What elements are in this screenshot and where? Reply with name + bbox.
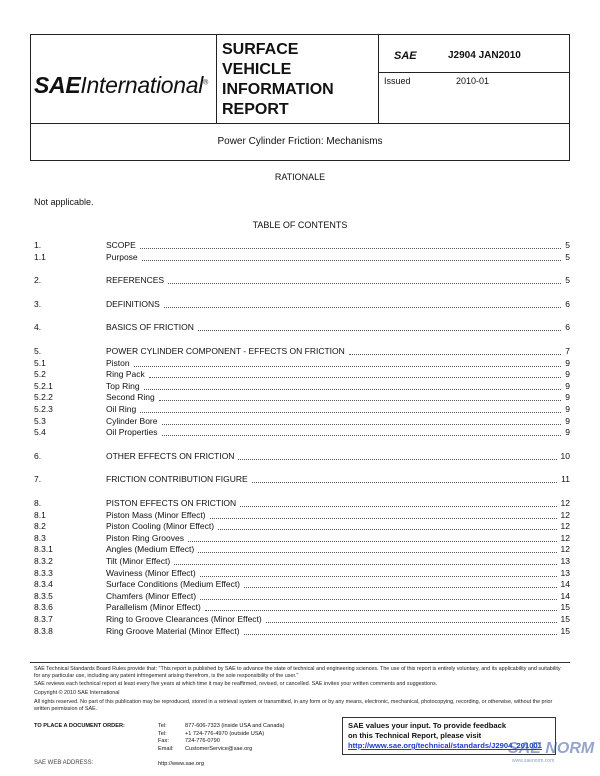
toc-entry-page: 12: [560, 544, 570, 555]
watermark-url: www.saenorm.com: [512, 758, 555, 764]
toc-entry-title: Piston Mass (Minor Effect): [106, 509, 206, 520]
toc-entry-number: 5.3: [34, 415, 46, 426]
contact-line: Fax: 724-776-0790: [158, 738, 220, 744]
toc-entry-page: 9: [565, 415, 570, 426]
document-subtitle: Power Cylinder Friction: Mechanisms: [217, 136, 383, 147]
toc-entry-number: 2.: [34, 275, 42, 286]
toc-entry-number: 1.: [34, 240, 42, 250]
toc-leader-dots: [240, 498, 556, 507]
watermark: SAE NORM: [508, 740, 595, 757]
toc-entry-title: Ring Groove Material (Minor Effect): [106, 625, 240, 636]
toc-entry-page: 12: [560, 521, 570, 532]
toc-entry-title: OTHER EFFECTS ON FRICTION: [106, 450, 235, 461]
toc-entry-page: 15: [560, 625, 570, 636]
toc-entry-number: 8.3.1: [34, 544, 53, 555]
toc-entry-number: 5.2.2: [34, 392, 53, 403]
toc-entry-page: 6: [565, 298, 570, 309]
toc-entry-title: Surface Conditions (Medium Effect): [106, 579, 241, 590]
toc-entry[interactable]: [34, 427, 570, 438]
toc-entry-title: DEFINITIONS: [106, 298, 160, 309]
toc-entry[interactable]: [34, 544, 570, 555]
toc-entry-title: Cylinder Bore: [106, 415, 158, 426]
toc-entry-title: Parallelism (Minor Effect): [106, 602, 201, 613]
toc-leader-dots: [162, 427, 562, 436]
toc-entry[interactable]: [34, 568, 570, 579]
toc-entry-number: 4.: [34, 322, 42, 333]
toc-entry[interactable]: [34, 392, 570, 403]
contact-line: Tel: +1 724-776-4970 (outside USA): [158, 730, 265, 737]
toc-entry-number: 6.: [34, 450, 42, 461]
toc-entry[interactable]: [34, 240, 570, 251]
header-divider: [216, 34, 217, 124]
toc-entry-title: Purpose: [106, 251, 138, 262]
toc-entry-number: 5.2.3: [34, 404, 53, 414]
toc-entry[interactable]: [34, 322, 570, 333]
toc-entry[interactable]: [34, 521, 570, 532]
toc-entry-page: 12: [560, 498, 570, 508]
toc-leader-dots: [188, 533, 557, 542]
toc-leader-dots: [210, 510, 557, 519]
toc-leader-dots: [244, 579, 557, 588]
toc-entry-number: 8.2: [34, 521, 46, 532]
toc-leader-dots: [266, 614, 557, 623]
toc-leader-dots: [198, 322, 561, 331]
toc-entry-title: Angles (Medium Effect): [106, 544, 195, 555]
toc-entry[interactable]: [34, 602, 570, 613]
rationale-text: Not applicable.: [34, 197, 94, 207]
toc-entry-page: 13: [560, 556, 570, 566]
toc-leader-dots: [205, 602, 557, 611]
toc-entry-number: 8.1: [34, 509, 46, 520]
toc-entry-page: 9: [565, 380, 570, 391]
toc-entry-title: Piston: [106, 357, 130, 368]
toc-entry[interactable]: [34, 498, 570, 509]
toc-leader-dots: [162, 416, 562, 425]
toc-leader-dots: [238, 451, 556, 460]
toc-entry-number: 5.2.1: [34, 380, 53, 391]
toc-entry[interactable]: [34, 299, 570, 310]
toc-entry-number: 8.3.5: [34, 590, 53, 601]
toc-entry[interactable]: [34, 474, 570, 485]
toc-leader-dots: [140, 404, 561, 413]
contact-line: Email: CustomerService@sae.org: [158, 745, 253, 752]
issued-label: Issued: [384, 76, 411, 86]
toc-entry-page: 15: [560, 614, 570, 624]
toc-entry-page: 5: [565, 251, 570, 262]
toc-entry-number: 8.3.6: [34, 602, 53, 613]
contact-line: Tel: 877-606-7323 (inside USA and Canada): [158, 723, 285, 729]
toc-entry-title: Oil Ring: [106, 404, 137, 414]
toc-leader-dots: [244, 626, 557, 635]
toc-entry-title: PISTON EFFECTS ON FRICTION: [106, 498, 237, 508]
sae-mini-logo: SAE: [394, 50, 417, 62]
toc-leader-dots: [174, 556, 556, 565]
toc-entry-title: Piston Cooling (Minor Effect): [106, 521, 215, 532]
issued-date: 2010-01: [456, 76, 490, 86]
footer-review-note: SAE reviews each technical report at least every five years at which time it may be reaffirmed, revised, or cancelled. SAE invites your written comments and suggestions.: [34, 681, 438, 687]
toc-entry-number: 7.: [34, 474, 42, 485]
footer-rights: All rights reserved. No part of this publication may be reproduced, stored in a retrieval system or transmitted, in any form or by any means, electronic, mechanical, photocopying, recording, or otherwise, without the prior written permission of SAE.: [34, 699, 553, 712]
toc-entry-number: 5.4: [34, 427, 46, 438]
toc-entry-number: 8.3.7: [34, 614, 53, 624]
toc-entry[interactable]: [34, 275, 570, 286]
toc-entry-title: BASICS OF FRICTION: [106, 322, 194, 333]
toc-entry-title: FRICTION CONTRIBUTION FIGURE: [106, 474, 248, 485]
toc-entry-title: Piston Ring Grooves: [106, 532, 184, 543]
toc-entry[interactable]: [34, 404, 570, 415]
toc-entry-page: 5: [565, 240, 570, 250]
sae-international-logo: SAEInternational®: [34, 72, 208, 98]
toc-entry-page: 9: [565, 392, 570, 403]
order-label: TO PLACE A DOCUMENT ORDER:: [34, 723, 125, 729]
header-divider: [378, 34, 379, 124]
toc-heading: TABLE OF CONTENTS: [252, 220, 348, 230]
toc-entry[interactable]: [34, 346, 570, 357]
footer-rule: [30, 662, 570, 663]
toc-entry[interactable]: [34, 510, 570, 521]
toc-entry-page: 12: [560, 509, 570, 520]
toc-leader-dots: [164, 299, 561, 308]
toc-entry-title: POWER CYLINDER COMPONENT - EFFECTS ON FRICTION: [106, 346, 345, 356]
toc-entry-number: 5.: [34, 346, 42, 356]
toc-entry-page: 6: [565, 322, 570, 333]
toc-entry[interactable]: [34, 416, 570, 427]
toc-entry-title: Ring Pack: [106, 369, 145, 380]
toc-entry-page: 14: [560, 590, 570, 601]
sae-web-address-label: SAE WEB ADDRESS:: [34, 760, 94, 766]
toc-entry-number: 3.: [34, 298, 42, 309]
toc-entry-title: Ring to Groove Clearances (Minor Effect): [106, 614, 262, 624]
toc-entry-number: 8.3.3: [34, 567, 53, 578]
web-address[interactable]: http://www.sae.org: [158, 761, 205, 767]
toc-entry-number: 5.2: [34, 369, 46, 380]
toc-entry[interactable]: [34, 626, 570, 637]
toc-leader-dots: [168, 275, 561, 284]
toc-entry[interactable]: [34, 358, 570, 369]
toc-entry-page: 9: [565, 369, 570, 380]
toc-entry-title: Top Ring: [106, 380, 140, 391]
toc-entry[interactable]: [34, 369, 570, 380]
toc-entry-title: Waviness (Minor Effect): [106, 567, 196, 578]
toc-entry-title: Tilt (Minor Effect): [106, 556, 171, 566]
toc-leader-dots: [144, 381, 562, 390]
toc-entry[interactable]: [34, 579, 570, 590]
toc-entry-page: 9: [565, 427, 570, 438]
toc-leader-dots: [252, 474, 558, 483]
footer-copyright: Copyright © 2010 SAE International: [34, 690, 120, 696]
toc-entry-title: SCOPE: [106, 240, 136, 250]
toc-entry[interactable]: [34, 451, 570, 462]
toc-entry-page: 13: [560, 567, 570, 578]
toc-entry-number: 8.: [34, 498, 42, 508]
toc-entry-title: Chamfers (Minor Effect): [106, 590, 197, 601]
toc-entry-number: 8.3: [34, 532, 46, 543]
toc-entry-page: 9: [565, 357, 570, 368]
feedback-box: SAE values your input. To provide feedback on this Technical Report, please visit http://www.sae.org/technical/standards/J2904_201001: [342, 717, 556, 755]
toc-entry-number: 8.3.2: [34, 556, 53, 566]
toc-leader-dots: [198, 544, 556, 553]
rationale-heading: RATIONALE: [274, 172, 326, 182]
toc-entry[interactable]: [34, 252, 570, 263]
toc-entry-number: 8.3.8: [34, 625, 53, 636]
toc-entry-title: REFERENCES: [106, 275, 165, 286]
toc-leader-dots: [200, 591, 556, 600]
toc-entry-page: 12: [560, 532, 570, 543]
feedback-link[interactable]: http://www.sae.org/technical/standards/J2904_201001: [348, 741, 542, 750]
toc-leader-dots: [349, 346, 561, 355]
footer-disclaimer: SAE Technical Standards Board Rules provide that: "This report is published by SAE to advance the state of technical and engineering sciences. The use of this report is entirely voluntary, and its applicability and suitability for any particular use, including any patent infringement arising therefrom, is the sole responsibility of the user.": [34, 666, 561, 679]
toc-entry-number: 5.1: [34, 357, 46, 368]
toc-leader-dots: [149, 369, 562, 378]
toc-entry-page: 15: [560, 602, 570, 613]
toc-entry[interactable]: [34, 533, 570, 544]
toc-entry-page: 7: [565, 346, 570, 356]
toc-entry-page: 9: [565, 404, 570, 414]
toc-leader-dots: [200, 568, 557, 577]
toc-entry[interactable]: [34, 614, 570, 625]
toc-entry-title: Second Ring: [106, 392, 155, 403]
toc-entry-page: 11: [561, 474, 570, 485]
toc-entry[interactable]: [34, 556, 570, 567]
toc-entry-page: 14: [560, 579, 570, 590]
document-number: J2904 JAN2010: [448, 50, 521, 61]
header-divider: [378, 72, 570, 73]
toc-entry-title: Oil Properties: [106, 427, 158, 438]
toc-leader-dots: [134, 358, 562, 367]
toc-entry-page: 5: [565, 275, 570, 286]
toc-entry-number: 1.1: [34, 251, 46, 262]
toc-entry[interactable]: [34, 591, 570, 602]
report-title: SURFACE VEHICLE INFORMATION REPORT: [222, 41, 334, 118]
contact-info: [158, 723, 285, 753]
toc-leader-dots: [142, 252, 562, 261]
toc-leader-dots: [159, 392, 562, 401]
toc-entry-number: 8.3.4: [34, 579, 53, 590]
toc-entry-page: 10: [560, 450, 570, 461]
toc-leader-dots: [140, 240, 562, 249]
toc-leader-dots: [218, 521, 557, 530]
toc-entry[interactable]: [34, 381, 570, 392]
